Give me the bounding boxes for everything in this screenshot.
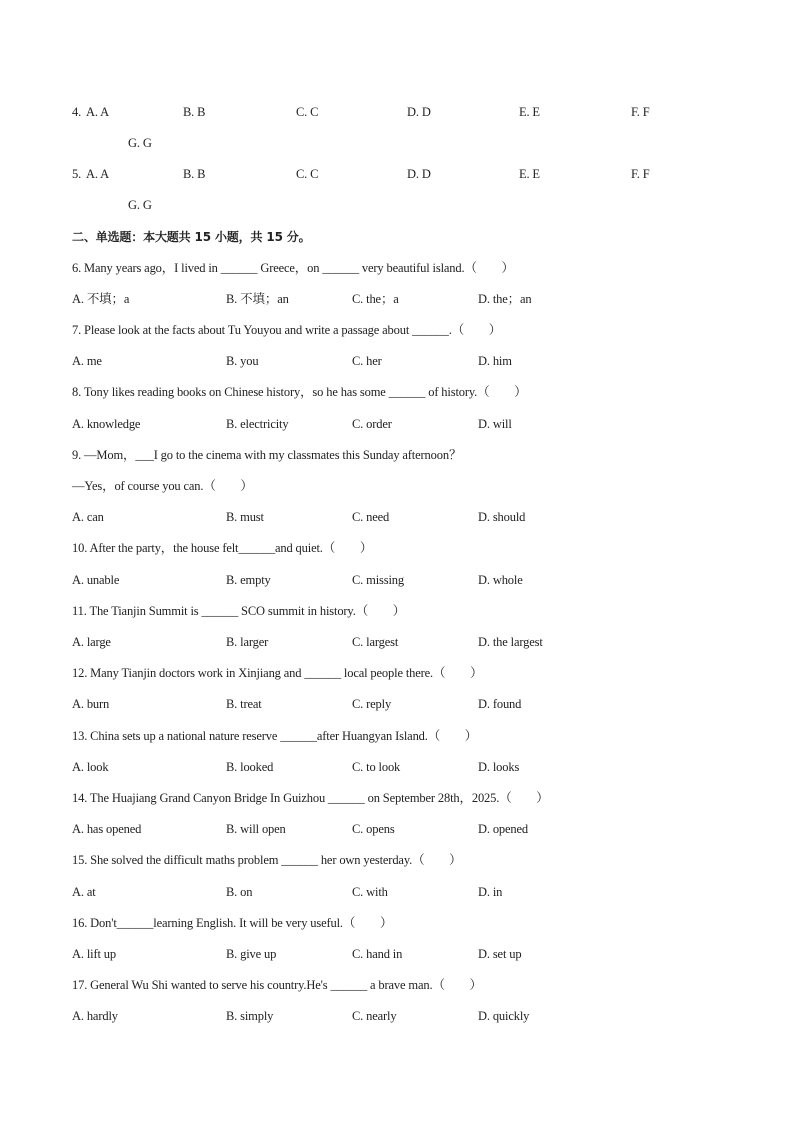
option-b: B. simply bbox=[226, 1009, 274, 1023]
question-8-stem: 8. Tony likes reading books on Chinese history，so he has some ______ of history.（ ） bbox=[72, 385, 527, 399]
question-13-stem: 13. China sets up a national nature reserve ______after Huangyan Island.（ ） bbox=[72, 729, 478, 743]
option-b: B. 不填；an bbox=[226, 292, 289, 306]
option-d: D. whole bbox=[478, 573, 523, 587]
question-6-options bbox=[72, 291, 752, 307]
section-heading: 二、单选题：本大题共 15 小题，共 15 分。 bbox=[72, 230, 311, 244]
option-a: A. hardly bbox=[72, 1009, 118, 1023]
option-c: C. missing bbox=[352, 573, 404, 587]
option-b: B. electricity bbox=[226, 417, 289, 431]
question-number: 5. bbox=[72, 167, 82, 181]
option-a: A. at bbox=[72, 885, 96, 899]
option-a: A. unable bbox=[72, 573, 120, 587]
option-a: A. look bbox=[72, 760, 109, 774]
option-d: D. should bbox=[478, 510, 526, 524]
option-c: C. with bbox=[352, 885, 388, 899]
option-b: B. on bbox=[226, 885, 253, 899]
matching-question-5 bbox=[72, 166, 752, 182]
option-a: A. burn bbox=[72, 697, 110, 711]
option-c: C. need bbox=[352, 510, 390, 524]
option-e: E. E bbox=[519, 105, 540, 119]
option-c: C. order bbox=[352, 417, 392, 431]
option-a: A. can bbox=[72, 510, 104, 524]
option-d: D. found bbox=[478, 697, 522, 711]
question-12-stem: 12. Many Tianjin doctors work in Xinjiang and ______ local people there.（ ） bbox=[72, 666, 483, 680]
option-b: B. empty bbox=[226, 573, 271, 587]
option-a: A. large bbox=[72, 635, 111, 649]
option-d: D. D bbox=[407, 167, 431, 181]
option-a: A. A bbox=[86, 105, 110, 119]
question-14-stem: 14. The Huajiang Grand Canyon Bridge In Guizhou ______ on September 28th，2025.（ ） bbox=[72, 791, 549, 805]
question-16-stem: 16. Don't______learning English. It will be very useful.（ ） bbox=[72, 916, 393, 930]
question-16-options bbox=[72, 946, 752, 962]
question-7-options bbox=[72, 353, 752, 369]
option-d: D. the；an bbox=[478, 292, 532, 306]
option-c: C. C bbox=[296, 105, 319, 119]
option-c: C. largest bbox=[352, 635, 399, 649]
question-11-stem: 11. The Tianjin Summit is ______ SCO summit in history.（ ） bbox=[72, 604, 406, 618]
option-g: G. G bbox=[128, 198, 152, 212]
option-e: E. E bbox=[519, 167, 540, 181]
question-10-options bbox=[72, 572, 752, 588]
option-b: B. looked bbox=[226, 760, 274, 774]
question-12-options bbox=[72, 696, 752, 712]
option-d: D. looks bbox=[478, 760, 520, 774]
question-13-options bbox=[72, 759, 752, 775]
question-11-options bbox=[72, 634, 752, 650]
question-14-options bbox=[72, 821, 752, 837]
question-9-options bbox=[72, 509, 752, 525]
question-17-stem: 17. General Wu Shi wanted to serve his country.He's ______ a brave man.（ ） bbox=[72, 978, 482, 992]
option-b: B. must bbox=[226, 510, 264, 524]
question-9-stem: 9. —Mom，___I go to the cinema with my classmates this Sunday afternoon？ bbox=[72, 448, 462, 462]
option-f: F. F bbox=[631, 105, 650, 119]
option-b: B. B bbox=[183, 105, 206, 119]
question-9-stem-reply: —Yes，of course you can.（ ） bbox=[72, 479, 253, 493]
question-10-stem: 10. After the party，the house felt______and quiet.（ ） bbox=[72, 541, 373, 555]
option-c: C. to look bbox=[352, 760, 401, 774]
option-c: C. C bbox=[296, 167, 319, 181]
option-a: A. lift up bbox=[72, 947, 116, 961]
question-17-options bbox=[72, 1008, 752, 1024]
option-b: B. will open bbox=[226, 822, 286, 836]
option-d: D. set up bbox=[478, 947, 522, 961]
option-c: C. opens bbox=[352, 822, 395, 836]
matching-question-4 bbox=[72, 104, 752, 120]
option-b: B. treat bbox=[226, 697, 262, 711]
option-c: C. hand in bbox=[352, 947, 403, 961]
question-6-stem: 6. Many years ago，I lived in ______ Greece，on ______ very beautiful island.（ ） bbox=[72, 261, 514, 275]
question-8-options bbox=[72, 416, 752, 432]
option-d: D. D bbox=[407, 105, 431, 119]
option-a: A. 不填；a bbox=[72, 292, 130, 306]
option-d: D. opened bbox=[478, 822, 529, 836]
question-15-options bbox=[72, 884, 752, 900]
option-c: C. nearly bbox=[352, 1009, 397, 1023]
option-d: D. will bbox=[478, 417, 512, 431]
option-a: A. has opened bbox=[72, 822, 142, 836]
option-b: B. give up bbox=[226, 947, 277, 961]
option-a: A. knowledge bbox=[72, 417, 141, 431]
question-7-stem: 7. Please look at the facts about Tu Youyou and write a passage about ______.（ ） bbox=[72, 323, 502, 337]
option-b: B. B bbox=[183, 167, 206, 181]
option-g: G. G bbox=[128, 136, 152, 150]
option-c: C. the；a bbox=[352, 292, 399, 306]
option-f: F. F bbox=[631, 167, 650, 181]
option-d: D. the largest bbox=[478, 635, 543, 649]
option-a: A. me bbox=[72, 354, 102, 368]
option-c: C. her bbox=[352, 354, 382, 368]
option-c: C. reply bbox=[352, 697, 392, 711]
option-d: D. quickly bbox=[478, 1009, 530, 1023]
question-number: 4. bbox=[72, 105, 82, 119]
option-d: D. him bbox=[478, 354, 512, 368]
option-b: B. larger bbox=[226, 635, 269, 649]
option-a: A. A bbox=[86, 167, 110, 181]
option-d: D. in bbox=[478, 885, 503, 899]
question-15-stem: 15. She solved the difficult maths problem ______ her own yesterday.（ ） bbox=[72, 853, 462, 867]
option-b: B. you bbox=[226, 354, 259, 368]
